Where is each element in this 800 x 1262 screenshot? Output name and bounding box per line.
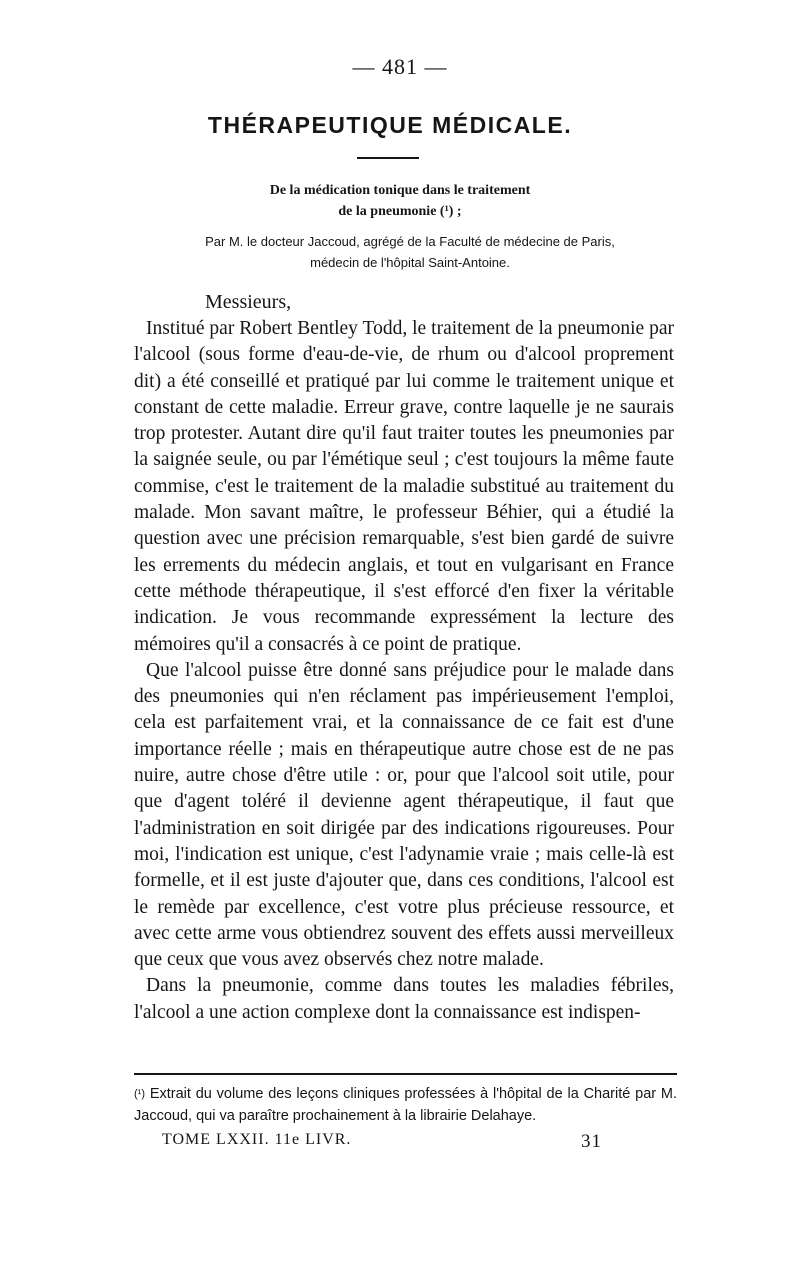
article-body [134,316,674,1026]
byline-line-1: Par M. le docteur Jaccoud, agrégé de la Faculté de médecine de Paris, [205,234,615,249]
article-title [0,180,800,222]
salutation: Messieurs, [205,291,292,313]
paragraph-3: Dans la pneumonie, comme dans toutes les maladies fébriles, l'alcool a une action complexe dont la connaissance est indispen- [134,975,674,1023]
section-title: THÉRAPEUTIQUE MÉDICALE. [207,112,573,138]
volume-label: TOME LXXII. 11e LIVR. [162,1131,352,1148]
title-divider [357,157,419,159]
footnote-marker: (¹) [134,1088,145,1100]
paragraph-1: Institué par Robert Bentley Todd, le traitement de la pneumonie par l'alcool (sous forme d'eau-de-vie, de rhum ou d'alcool proprement dit) a été conseillé et pratiqué par lui comme le traitement unique et constant de cette maladie. Erreur grave, contre laquelle je ne saurais trop protester. Autant dire qu'il faut traiter toutes les pneumonies par la saignée seule, ou par l'émétique seul ; c'est toujours la même faute commise, c'est le traitement de la maladie substitué au traitement du malade. Mon savant maître, le professeur Béhier, qui a étudié la question avec une précision remarquable, s'est bien gardé de suivre les errements du médecin anglais, et tout en vulgarisant en France cette méthode thérapeutique, il s'est efforcé d'en fixer la véritable indication. Je vous recommande expressément la lecture des mémoires qu'il a consacrés à ce point de pratique. [134,318,674,655]
footnote [134,1083,677,1127]
byline [150,231,670,273]
byline-line-2: médecin de l'hôpital Saint-Antoine. [310,255,510,270]
printer-signature [162,1131,602,1152]
footnote-text: Extrait du volume des leçons cliniques professées à l'hôpital de la Charité par M. Jaccoud, qui va paraître prochainement à la librairie Delahaye. [134,1086,678,1124]
footnote-divider [134,1073,677,1075]
page-number: — 481 — [352,54,448,79]
sheet-number: 31 [581,1131,602,1152]
article-title-line-2: de la pneumonie (¹) ; [338,204,462,219]
paragraph-2: Que l'alcool puisse être donné sans préjudice pour le malade dans des pneumonies qui n'en réclament pas impérieusement l'emploi, cela est parfaitement vrai, et la connaissance de ce fait est d'une importance réelle ; mais en thérapeutique autre chose est de ne pas nuire, autre chose d'être utile : or, pour que l'alcool soit utile, pour que d'agent toléré il devienne agent thérapeutique, il faut que l'administration en soit dirigée par des indications rigoureuses. Pour moi, l'indication est unique, c'est l'adynamie vraie ; mais celle-là est formelle, et il est juste d'ajouter que, dans ces conditions, l'alcool est le remède par excellence, c'est votre plus précieuse ressource, et avec cette arme vous obtiendrez souvent des effets aussi merveilleux que ceux que vous avez observés chez notre malade. [134,659,674,971]
article-title-line-1: De la médication tonique dans le traitement [269,183,531,198]
